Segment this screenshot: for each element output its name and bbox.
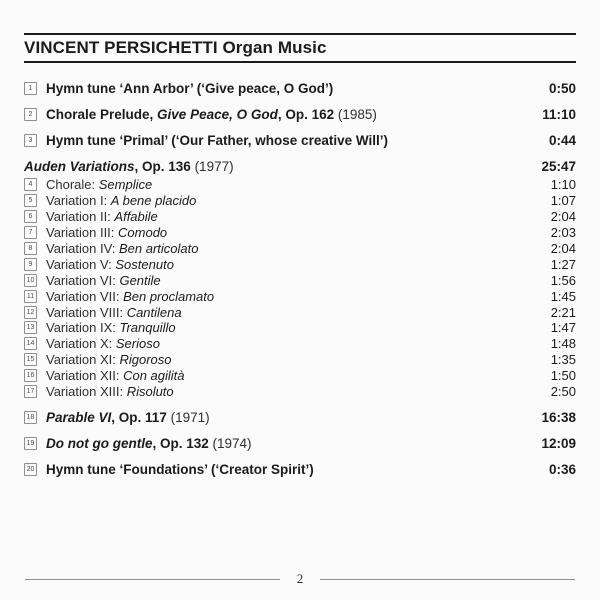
track-number-badge: 19	[24, 437, 37, 450]
track-number-badge: 10	[24, 274, 37, 287]
track-title-segment: Chorale:	[46, 177, 99, 193]
track-title	[46, 133, 388, 148]
track-title-segment: Variation IV:	[46, 241, 119, 256]
track-title-segment: (1971)	[166, 409, 210, 425]
track-number-badge: 6	[24, 210, 37, 223]
track-number-badge: 11	[24, 290, 37, 303]
track-title-segment: Variation VIII:	[46, 304, 127, 320]
track-number-badge: 4	[24, 178, 37, 191]
footer-rule-right	[320, 579, 575, 580]
track-title-segment: Variation VI:	[46, 272, 120, 288]
track-duration: 1:27	[550, 256, 576, 272]
track-title-segment: Sostenuto	[115, 256, 174, 272]
track-title-segment: Chorale Prelude,	[46, 106, 158, 122]
track-title	[46, 384, 174, 399]
track-title-segment: Affabile	[114, 209, 158, 225]
track-title-segment: Cantilena	[126, 304, 182, 320]
track-title-segment: Variation XIII:	[46, 384, 127, 400]
track-title-segment: Tranquillo	[119, 320, 176, 336]
track-duration: 1:48	[550, 336, 576, 352]
track-row	[24, 304, 576, 320]
track-number-badge: 8	[24, 242, 37, 255]
album-header	[24, 33, 576, 63]
track-row	[24, 336, 576, 352]
track-title-segment: Variation II:	[46, 209, 115, 225]
track-row	[24, 352, 576, 368]
track-number-badge: 9	[24, 258, 37, 271]
track-number-badge: 13	[24, 321, 37, 334]
track-title	[46, 352, 172, 367]
track-title-segment: , Op. 117	[111, 409, 167, 425]
page-title: VINCENT PERSICHETTI Organ Music	[24, 38, 327, 57]
track-row	[24, 368, 576, 384]
track-duration: 1:35	[550, 352, 576, 368]
track-title	[46, 462, 314, 477]
track-title	[46, 336, 160, 351]
track-duration: 1:56	[550, 272, 576, 288]
track-title-segment: Variation XII:	[46, 368, 124, 384]
footer-rule-left	[25, 579, 280, 580]
track-duration: 2:21	[550, 304, 576, 320]
track-duration: 2:03	[550, 225, 576, 241]
track-row	[24, 101, 576, 127]
track-title	[46, 320, 176, 335]
track-title	[46, 209, 158, 224]
track-row	[24, 288, 576, 304]
track-title-segment: , Op. 162	[277, 106, 335, 122]
work-header-row	[24, 153, 576, 177]
track-title	[24, 159, 234, 174]
track-number-badge: 15	[24, 353, 37, 366]
track-title-segment: Variation IX:	[46, 320, 120, 336]
page-number: 2	[296, 571, 304, 586]
track-row	[24, 320, 576, 336]
track-list	[24, 75, 576, 482]
track-number-badge: 3	[24, 134, 37, 147]
track-duration: 0:36	[548, 461, 576, 477]
track-duration: 1:47	[550, 320, 576, 336]
track-duration: 2:04	[550, 241, 576, 256]
track-title	[46, 193, 196, 208]
track-title-segment: Ben proclamato	[123, 288, 215, 304]
track-number-badge: 16	[24, 369, 37, 382]
track-title-segment: Auden Variations	[24, 158, 135, 174]
track-title	[46, 241, 198, 256]
track-row	[24, 456, 576, 482]
track-title-segment: , Op. 132	[152, 435, 209, 451]
track-title-segment: Semplice	[98, 177, 153, 193]
page-footer	[25, 571, 575, 587]
track-title-segment: Hymn tune ‘Foundations’ (‘Creator Spirit’)	[46, 461, 314, 477]
track-row	[24, 127, 576, 153]
track-title	[46, 225, 167, 240]
track-title-segment: (1977)	[190, 158, 234, 174]
track-title	[46, 305, 182, 320]
track-number-badge: 5	[24, 194, 37, 207]
track-duration: 1:45	[550, 288, 576, 304]
track-row	[24, 404, 576, 430]
track-title-segment: Variation XI:	[46, 352, 120, 368]
track-title-segment: Hymn tune ‘Ann Arbor’ (‘Give peace, O God’)	[46, 80, 334, 96]
track-title-segment: Variation V:	[46, 256, 116, 272]
track-number-badge: 2	[24, 108, 37, 121]
track-title-segment: (1985)	[334, 106, 377, 122]
track-number-badge: 7	[24, 226, 37, 239]
track-row	[24, 384, 576, 400]
track-title	[46, 107, 377, 122]
track-row	[24, 241, 576, 257]
track-title-segment: , Op. 136	[134, 158, 191, 174]
track-title-segment: Parable VI	[46, 409, 112, 425]
track-title-segment: Variation VII:	[46, 288, 124, 304]
track-number-badge: 17	[24, 385, 37, 398]
track-title	[46, 177, 152, 192]
track-number-badge: 18	[24, 411, 37, 424]
track-title-segment: Risoluto	[126, 384, 174, 400]
track-title-segment: Con agilità	[123, 368, 185, 384]
track-duration: 0:50	[548, 80, 576, 96]
track-duration: 11:10	[542, 106, 576, 122]
track-title-segment: Give Peace, O God	[157, 106, 278, 122]
track-title-segment: A bene placido	[110, 193, 197, 209]
track-duration: 1:07	[550, 193, 576, 209]
track-title-segment: Hymn tune ‘Primal’ (‘Our Father, whose creative Will’)	[46, 132, 388, 148]
track-title-segment: Variation III:	[46, 225, 119, 241]
track-title-segment: Rigoroso	[119, 352, 172, 368]
track-row	[24, 177, 576, 193]
track-duration: 1:50	[550, 368, 576, 384]
track-number-badge: 20	[24, 463, 37, 476]
track-title-segment: Do not go gentle	[46, 435, 153, 451]
track-title	[46, 289, 214, 304]
track-row	[24, 193, 576, 209]
track-title	[46, 410, 210, 425]
track-number-badge: 12	[24, 306, 37, 319]
track-title-segment: Gentile	[119, 272, 161, 288]
track-title-segment: Variation I:	[46, 193, 111, 209]
track-row	[24, 430, 576, 456]
track-title	[46, 257, 174, 272]
track-duration: 0:44	[548, 132, 576, 148]
track-title	[46, 436, 252, 451]
track-duration: 25:47	[541, 158, 576, 174]
track-row	[24, 75, 576, 101]
track-row	[24, 272, 576, 288]
track-duration: 2:50	[550, 384, 576, 400]
track-row	[24, 225, 576, 241]
track-title	[46, 368, 185, 383]
track-title-segment: Serioso	[115, 336, 160, 352]
track-row	[24, 256, 576, 272]
track-title-segment: Comodo	[118, 225, 168, 241]
track-row	[24, 209, 576, 225]
track-title	[46, 81, 333, 96]
track-duration: 12:09	[541, 435, 576, 451]
track-duration: 1:10	[550, 177, 576, 193]
track-title-segment: (1974)	[208, 435, 252, 451]
track-number-badge: 1	[24, 82, 37, 95]
track-title-segment: Variation X:	[46, 336, 116, 352]
track-title-segment: Ben articolato	[118, 241, 199, 256]
track-number-badge: 14	[24, 337, 37, 350]
track-title	[46, 273, 161, 288]
track-duration: 2:04	[550, 209, 576, 225]
track-duration: 16:38	[541, 409, 576, 425]
